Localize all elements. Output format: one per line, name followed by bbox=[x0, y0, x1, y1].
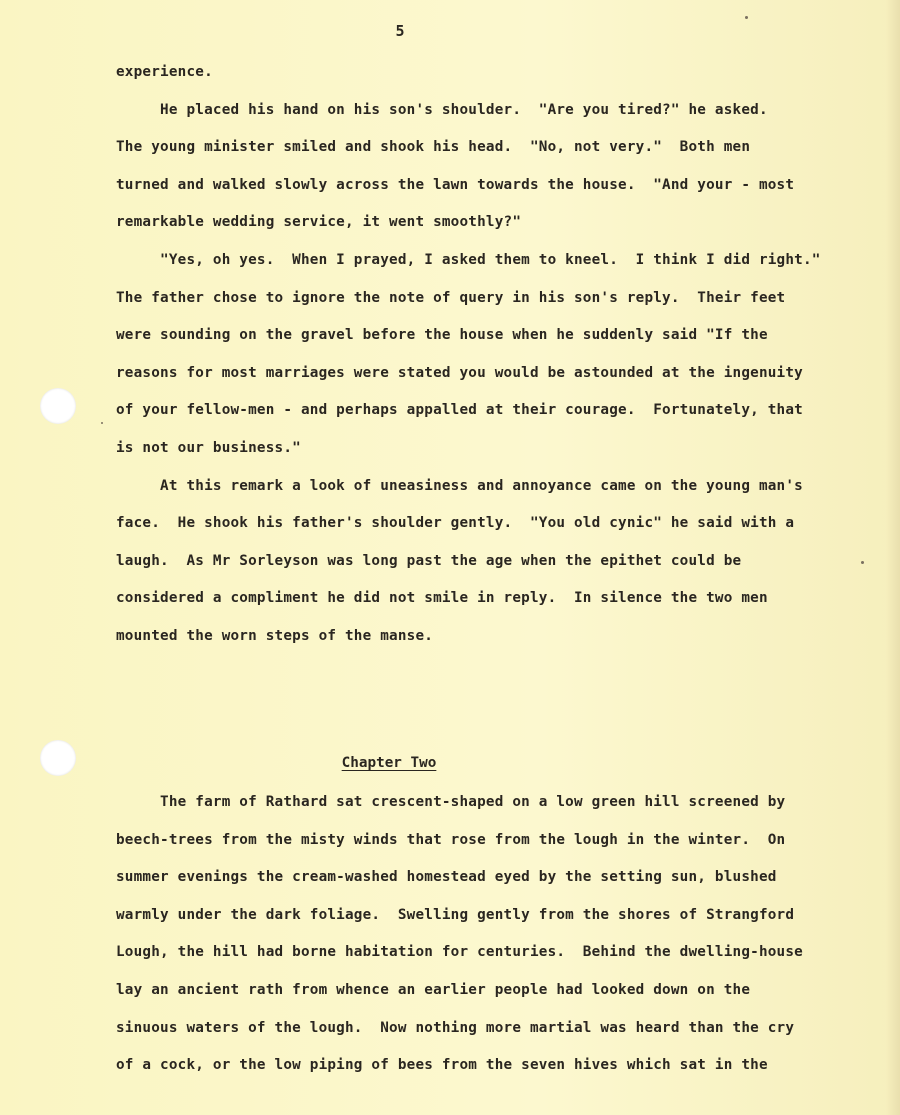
chapter-heading: Chapter Two bbox=[341, 755, 437, 771]
text-line: lay an ancient rath from whence an earlier people had looked down on the bbox=[116, 981, 751, 998]
text-line: beech-trees from the misty winds that rose from the lough in the winter. On bbox=[116, 831, 786, 848]
text-line: considered a compliment he did not smile in reply. In silence the two men bbox=[116, 590, 768, 607]
text-line: The father chose to ignore the note of query in his son's reply. Their feet bbox=[116, 289, 786, 306]
page-number: 5 bbox=[395, 22, 405, 40]
chapter-two-text bbox=[116, 792, 876, 1093]
paper-speck bbox=[745, 16, 748, 19]
text-line: At this remark a look of uneasiness and annoyance came on the young man's bbox=[116, 477, 803, 494]
section-one-text bbox=[116, 62, 876, 664]
text-line: experience. bbox=[116, 64, 213, 80]
text-line: were sounding on the gravel before the house when he suddenly said "If the bbox=[116, 327, 768, 344]
text-line: of a cock, or the low piping of bees from the seven hives which sat in the bbox=[116, 1057, 768, 1074]
text-line: is not our business." bbox=[116, 439, 301, 456]
text-line: Lough, the hill had borne habitation for centuries. Behind the dwelling-house bbox=[116, 944, 803, 961]
text-line: The young minister smiled and shook his head. "No, not very." Both men bbox=[116, 139, 751, 156]
punch-hole-upper bbox=[40, 388, 76, 424]
paper-speck bbox=[101, 422, 103, 424]
text-line: warmly under the dark foliage. Swelling gently from the shores of Strangford bbox=[116, 906, 795, 923]
text-line: turned and walked slowly across the lawn towards the house. "And your - most bbox=[116, 176, 795, 193]
paper-edge bbox=[886, 0, 900, 1115]
text-line: mounted the worn steps of the manse. bbox=[116, 627, 434, 644]
text-line: of your fellow-men - and perhaps appalled at their courage. Fortunately, that bbox=[116, 402, 803, 419]
text-line: The farm of Rathard sat crescent-shaped on a low green hill screened by bbox=[116, 794, 786, 810]
text-line: laugh. As Mr Sorleyson was long past the age when the epithet could be bbox=[116, 552, 742, 569]
text-line: remarkable wedding service, it went smoothly?" bbox=[116, 214, 522, 231]
text-line: face. He shook his father's shoulder gently. "You old cynic" he said with a bbox=[116, 515, 795, 532]
text-line: summer evenings the cream-washed homestead eyed by the setting sun, blushed bbox=[116, 869, 777, 886]
text-line: sinuous waters of the lough. Now nothing more martial was heard than the cry bbox=[116, 1019, 795, 1036]
text-line: He placed his hand on his son's shoulder. "Are you tired?" he asked. bbox=[116, 101, 768, 118]
text-line: reasons for most marriages were stated you would be astounded at the ingenuity bbox=[116, 364, 803, 381]
text-line: "Yes, oh yes. When I prayed, I asked them to kneel. I think I did right." bbox=[116, 251, 821, 268]
